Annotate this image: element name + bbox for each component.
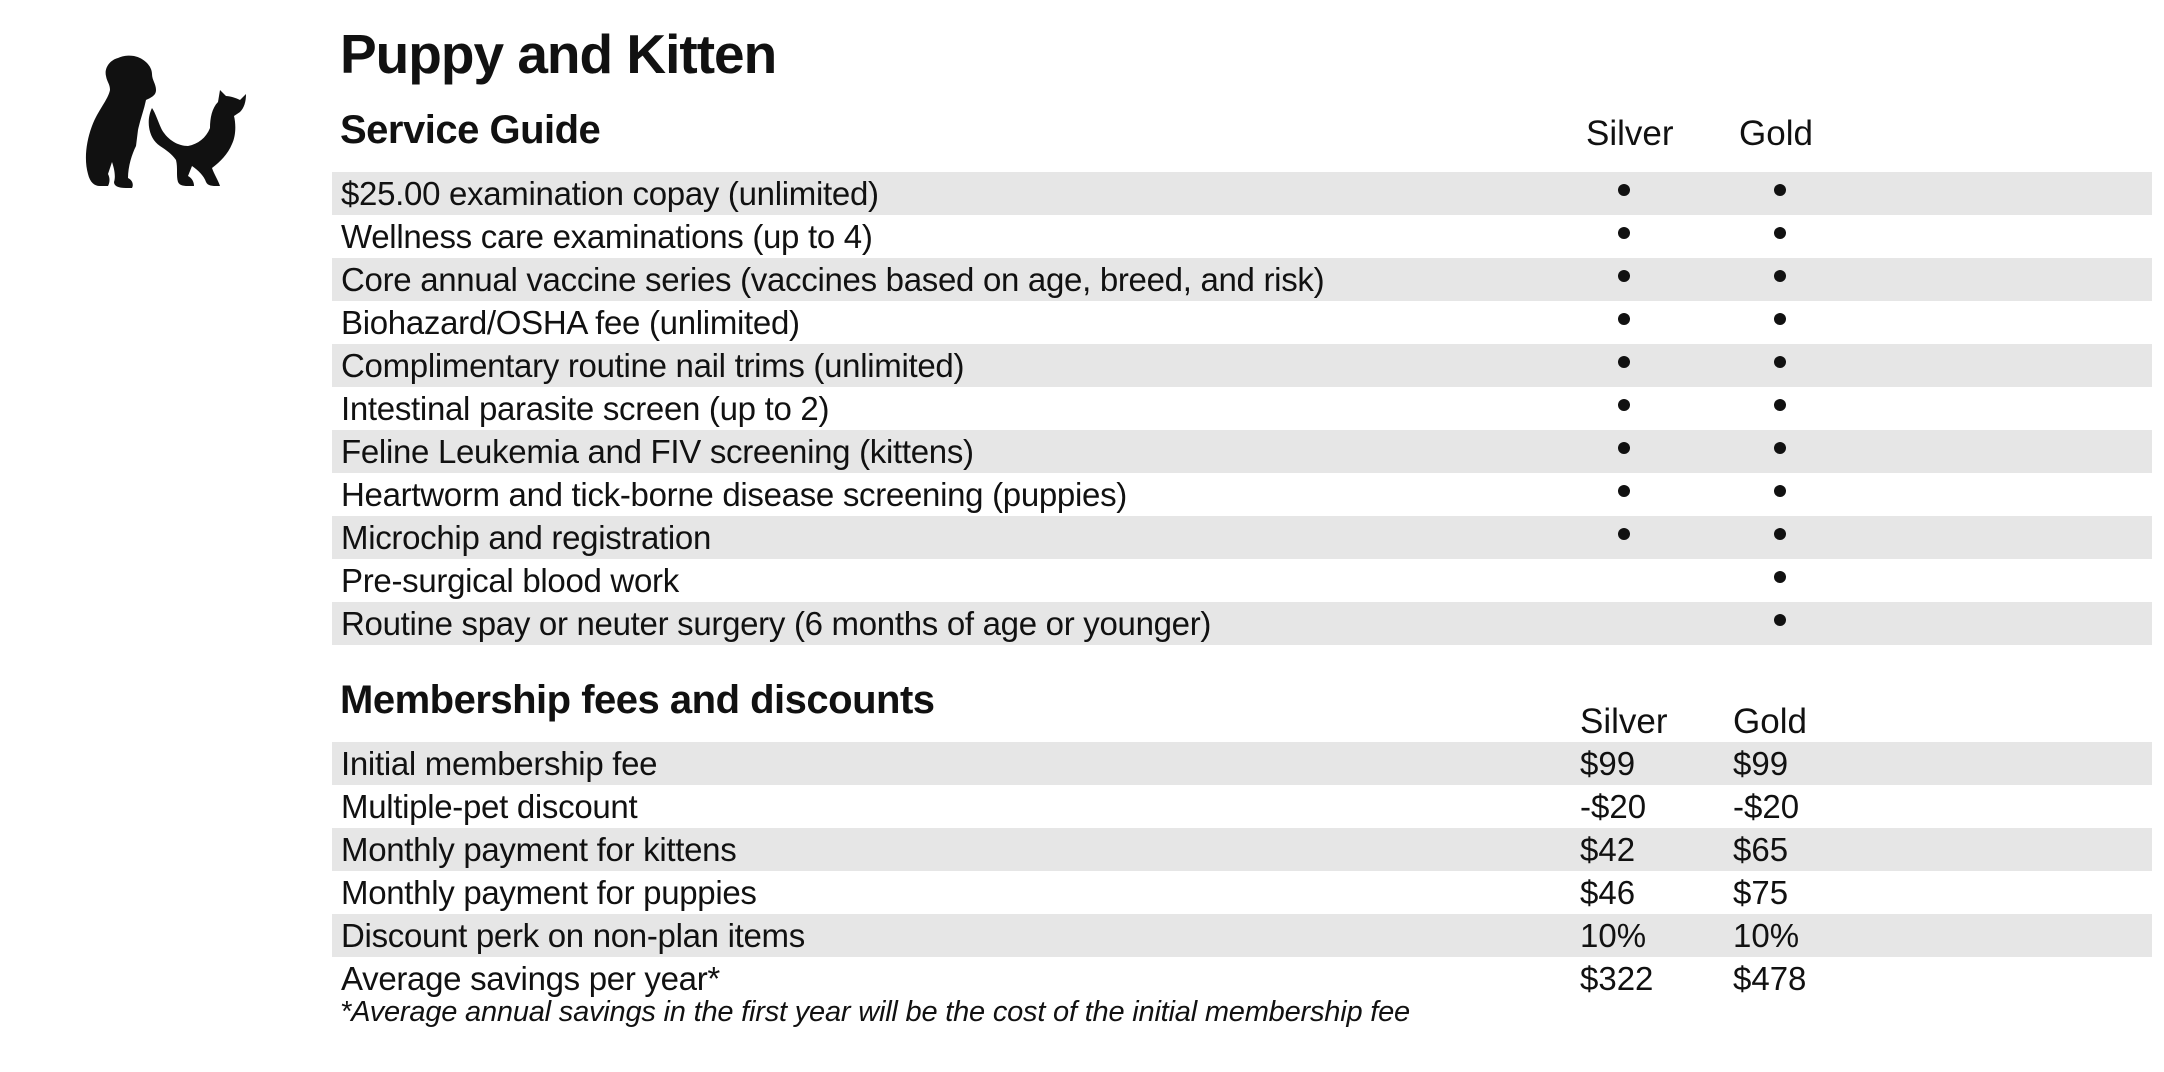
service-row [332,344,2152,387]
gold-included-bullet-icon [1774,571,1786,583]
service-label: Intestinal parasite screen (up to 2) [341,390,830,427]
silver-included-bullet-icon [1618,485,1630,497]
gold-included-bullet-icon [1774,270,1786,282]
gold-included-bullet-icon [1774,528,1786,540]
service-label: Pre-surgical blood work [341,562,679,599]
gold-value: -$20 [1733,788,1800,825]
service-label: Feline Leukemia and FIV screening (kittens) [341,433,974,470]
service-row [332,172,2152,215]
gold-included-bullet-icon [1774,442,1786,454]
membership-label: Average savings per year* [341,960,720,997]
membership-row [332,871,2152,914]
silver-value: 10% [1580,917,1647,954]
membership-row [332,742,2152,785]
gold-included-bullet-icon [1774,313,1786,325]
membership-label: Monthly payment for puppies [341,874,757,911]
service-row [332,559,2152,602]
membership-label: Monthly payment for kittens [341,831,737,868]
membership-row [332,828,2152,871]
dog-and-cat-silhouette-icon [80,50,280,210]
membership-label: Initial membership fee [341,745,658,782]
membership-table [332,742,2152,1000]
membership-label: Multiple-pet discount [341,788,638,825]
gold-value: $99 [1733,745,1789,782]
service-label: Routine spay or neuter surgery (6 months of age or younger) [341,605,1212,642]
gold-included-bullet-icon [1774,356,1786,368]
silver-included-bullet-icon [1618,313,1630,325]
service-label: $25.00 examination copay (unlimited) [341,175,879,212]
service-row [332,516,2152,559]
gold-value: $75 [1733,874,1789,911]
service-label: Biohazard/OSHA fee (unlimited) [341,304,800,341]
service-row [332,258,2152,301]
membership-heading: Membership fees and discounts [340,678,935,722]
silver-included-bullet-icon [1618,442,1630,454]
silver-included-bullet-icon [1618,356,1630,368]
membership-row [332,785,2152,828]
gold-value: $478 [1733,960,1807,997]
gold-included-bullet-icon [1774,485,1786,497]
silver-value: -$20 [1580,788,1647,825]
service-row [332,301,2152,344]
silver-included-bullet-icon [1618,184,1630,196]
gold-included-bullet-icon [1774,399,1786,411]
service-guide-gold-column-header: Gold [1739,114,1813,153]
silver-value: $46 [1580,874,1636,911]
silver-value: $99 [1580,745,1636,782]
service-row [332,602,2152,645]
membership-row [332,914,2152,957]
silver-included-bullet-icon [1618,227,1630,239]
silver-included-bullet-icon [1618,270,1630,282]
service-guide-heading: Service Guide [340,108,601,152]
service-row [332,473,2152,516]
service-row [332,430,2152,473]
service-label: Heartworm and tick-borne disease screening (puppies) [341,476,1127,513]
gold-included-bullet-icon [1774,184,1786,196]
membership-row [332,957,2152,1000]
silver-included-bullet-icon [1618,528,1630,540]
membership-silver-column-header: Silver [1580,702,1668,741]
gold-value: 10% [1733,917,1800,954]
service-label: Complimentary routine nail trims (unlimited) [341,347,965,384]
service-row [332,215,2152,258]
service-guide-silver-column-header: Silver [1586,114,1674,153]
service-row [332,387,2152,430]
service-guide-table [332,172,2152,645]
page-title: Puppy and Kitten [340,23,777,85]
silver-value: $42 [1580,831,1636,868]
service-label: Wellness care examinations (up to 4) [341,218,873,255]
membership-label: Discount perk on non-plan items [341,917,805,954]
silver-value: $322 [1580,960,1654,997]
gold-included-bullet-icon [1774,614,1786,626]
service-label: Microchip and registration [341,519,712,556]
silver-included-bullet-icon [1618,399,1630,411]
service-label: Core annual vaccine series (vaccines based on age, breed, and risk) [341,261,1325,298]
footnote: *Average annual savings in the first year will be the cost of the initial membership fee [340,996,1410,1028]
membership-gold-column-header: Gold [1733,702,1807,741]
gold-included-bullet-icon [1774,227,1786,239]
gold-value: $65 [1733,831,1789,868]
